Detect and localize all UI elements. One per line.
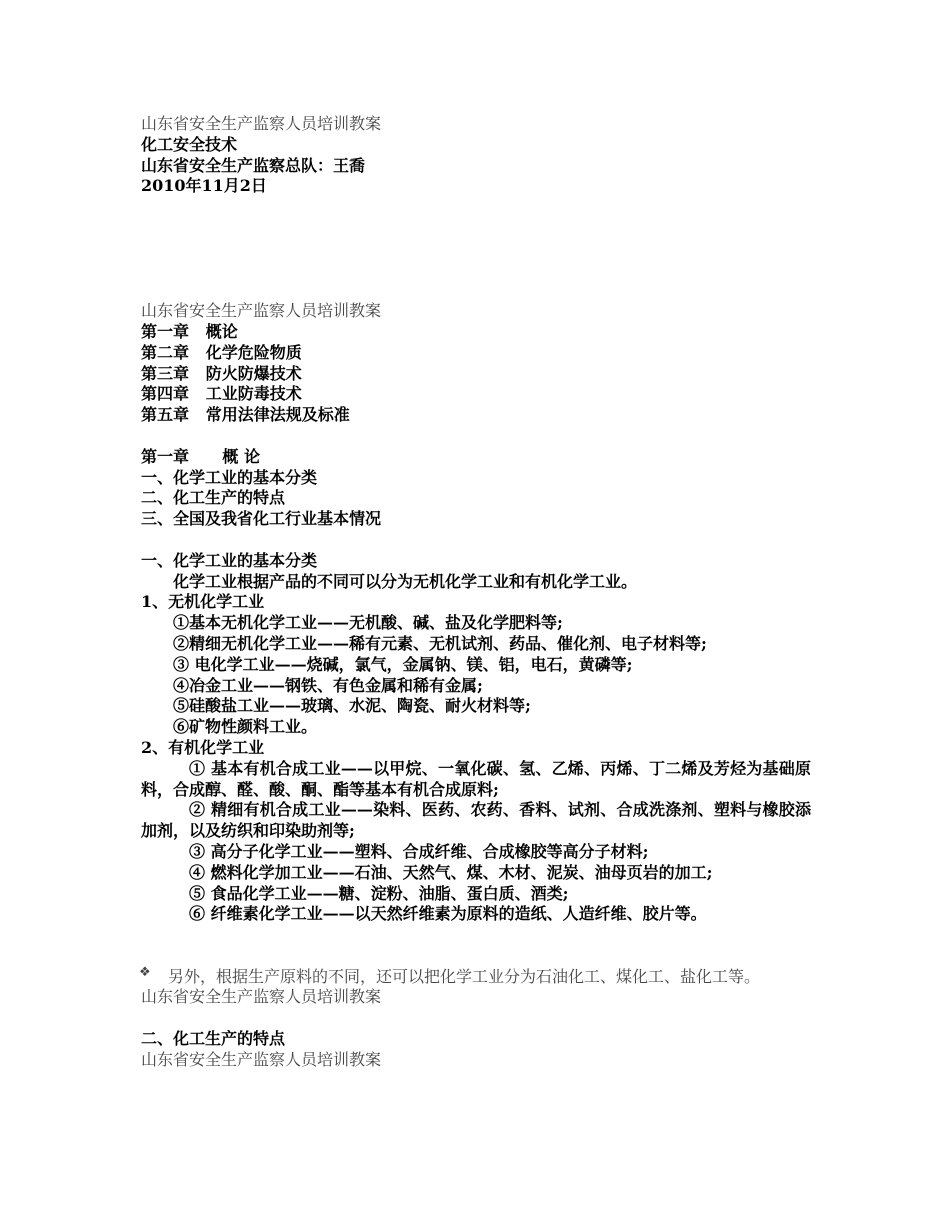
list-item: ②精细无机化学工业——稀有元素、无机试剂、药品、催化剂、电子材料等;: [173, 633, 707, 653]
subsection-title: 1、无机化学工业: [141, 592, 265, 612]
toc-header: 山东省安全生产监察人员培训教案: [141, 301, 382, 321]
cover-title: 化工安全技术: [141, 134, 238, 154]
page-header: 山东省安全生产监察人员培训教案: [141, 1049, 382, 1069]
list-item: ② 精细有机合成工业——染料、医药、农药、香料、试剂、合成洗涤剂、塑料与橡胶添加剂，以及纺织和印染助剂等;: [141, 800, 811, 841]
list-item: ③ 电化学工业——烧碱，氯气，金属钠、镁、铝，电石，黄磷等;: [173, 654, 633, 674]
note-text: 另外，根据生产原料的不同，还可以把化学工业分为石油化工、煤化工、盐化工等。: [168, 966, 761, 986]
list-item: ⑥矿物性颜料工业。: [173, 717, 318, 737]
section-title: 一、化学工业的基本分类: [141, 550, 318, 570]
section-title: 二、化工生产的特点: [141, 1029, 286, 1049]
toc-chapter: 第四章 工业防毒技术: [141, 384, 302, 404]
diamond-bullet-icon: [141, 972, 150, 981]
list-item: ⑤硅酸盐工业——玻璃、水泥、陶瓷、耐火材料等;: [173, 696, 531, 716]
subsection-title: 2、有机化学工业: [141, 737, 265, 757]
list-item: ① 基本有机合成工业——以甲烷、一氧化碳、氢、乙烯、丙烯、丁二烯及芳烃为基础原料，合成醇、醛、酸、酮、酯等基本有机合成原料;: [141, 758, 811, 799]
toc-chapter: 第二章 化学危险物质: [141, 342, 302, 362]
section-intro: 化学工业根据产品的不同可以分为无机化学工业和有机化学工业。: [173, 571, 638, 591]
toc-chapter: 第一章 概论: [141, 321, 238, 341]
chapter-title: 第一章 概 论: [141, 446, 260, 466]
list-item: ③ 高分子化学工业——塑料、合成纤维、合成橡胶等高分子材料;: [189, 841, 649, 861]
list-item: ④ 燃料化学加工业——石油、天然气、煤、木材、泥炭、油母页岩的加工;: [189, 862, 713, 882]
chapter-section: 一、化学工业的基本分类: [141, 467, 318, 487]
chapter-section: 三、全国及我省化工行业基本情况: [141, 509, 382, 529]
list-item: ①基本无机化学工业——无机酸、碱、盐及化学肥料等;: [173, 613, 563, 633]
note-paragraph: [141, 967, 811, 988]
cover-author: 山东省安全生产监察总队：王喬: [141, 155, 366, 175]
list-item: ④冶金工业——钢铁、有色金属和稀有金属;: [173, 675, 483, 695]
page-header: 山东省安全生产监察人员培训教案: [141, 987, 382, 1007]
toc-chapter: 第三章 防火防爆技术: [141, 363, 302, 383]
toc-chapter: 第五章 常用法律法规及标准: [141, 405, 350, 425]
chapter-section: 二、化工生产的特点: [141, 488, 286, 508]
list-item: ⑥ 纤维素化学工业——以天然纤维素为原料的造纸、人造纤维、胶片等。: [189, 904, 707, 924]
document-page: [141, 114, 811, 1071]
cover-header: 山东省安全生产监察人员培训教案: [141, 114, 382, 133]
cover-date: 2010年11月2日: [141, 176, 267, 196]
list-item: ⑤ 食品化学工业——糖、淀粉、油脂、蛋白质、酒类;: [189, 883, 569, 903]
